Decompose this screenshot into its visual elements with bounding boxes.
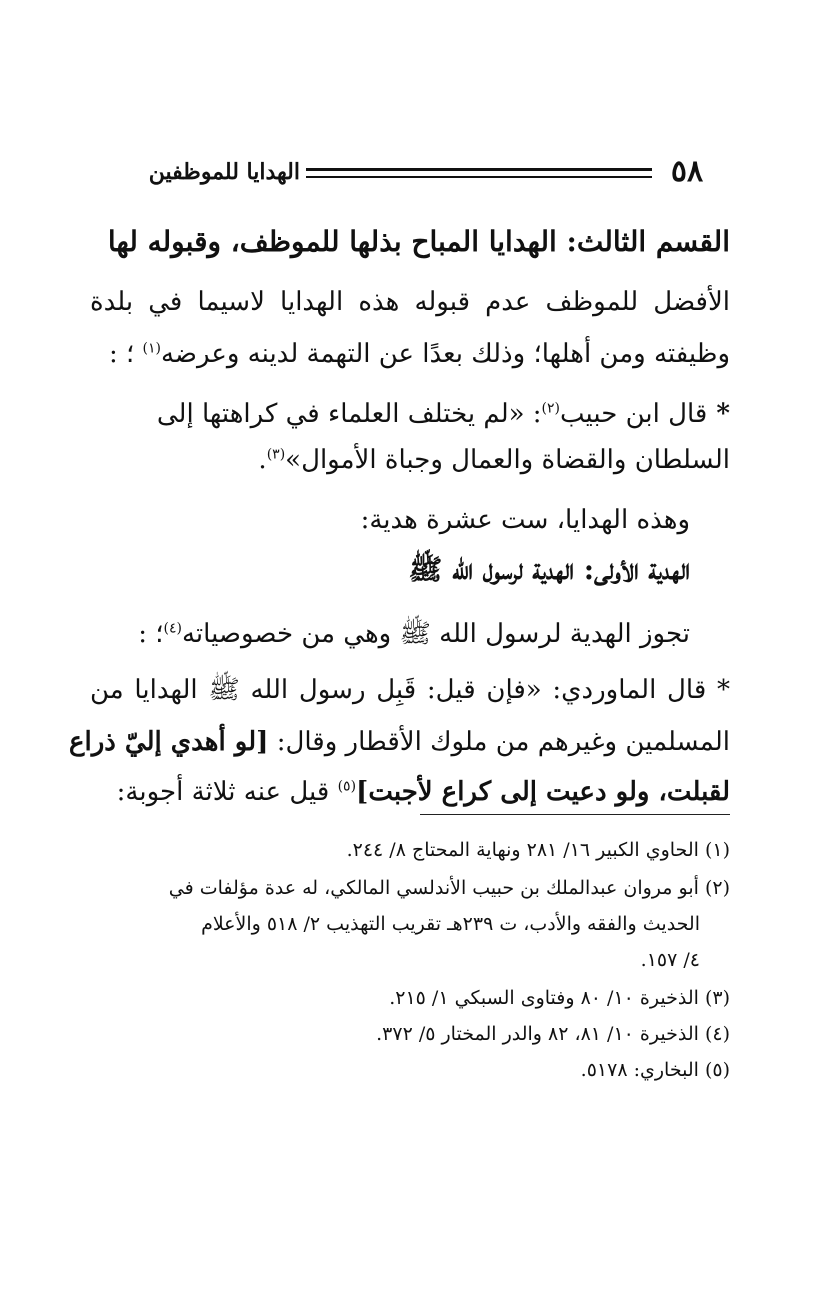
- text-run: المسلمين وغيرهم من ملوك الأقطار وقال:: [268, 727, 730, 757]
- header-rule-thin: [306, 176, 652, 178]
- text-run: تجوز الهدية لرسول الله ﷺ وهي من خصوصياته: [181, 619, 690, 649]
- footnote: [90, 1016, 730, 1052]
- footnote-mark: (٥): [704, 1059, 730, 1081]
- footnote-continuation: الحديث والفقه والأدب، ت ٢٣٩هـ تقريب التهذيب ٢/ ٥١٨ والأعلام: [201, 913, 700, 935]
- count-line: وهذه الهدايا، ست عشرة هدية:: [360, 505, 690, 535]
- footnote: [90, 832, 730, 868]
- footnote-text: الذخيرة ١٠/ ٨١، ٨٢ والدر المختار ٥/ ٣٧٢.: [376, 1023, 699, 1045]
- footnote-ref[interactable]: (٣): [266, 446, 286, 463]
- quote-line: [69, 714, 730, 770]
- page-number: ٥٨: [670, 154, 704, 189]
- section-heading: القسم الثالث: الهدايا المباح بذلها للموظف، وقبوله لها: [107, 225, 730, 258]
- footnote-mark: (١): [704, 839, 730, 861]
- paragraph-line: الأفضل للموظف عدم قبوله هذه الهدايا لاسيما في بلدة: [90, 287, 730, 317]
- footnote-ref[interactable]: (٢): [541, 400, 561, 417]
- paragraph-line: [90, 606, 690, 662]
- footnote-ref[interactable]: (٥): [337, 778, 357, 795]
- quote-line: [90, 432, 730, 488]
- footnote: [90, 1052, 730, 1088]
- running-title: الهدايا للموظفين: [148, 159, 300, 185]
- footnote-text: البخاري: ٥١٧٨.: [580, 1059, 699, 1081]
- footnote-ref[interactable]: (١): [142, 340, 161, 357]
- quote-line: * قال الماوردي: «فإن قيل: قَبِل رسول الله ﷺ الهدايا من: [90, 675, 730, 705]
- footnote-mark: (٤): [704, 1023, 730, 1045]
- footnote-text: الذخيرة ١٠/ ٨٠ وفتاوى السبكي ١/ ٢١٥.: [389, 987, 699, 1009]
- footnote-text: الحاوي الكبير ١٦/ ٢٨١ ونهاية المحتاج ٨/ ٢٤٤.: [346, 839, 699, 861]
- text-run: قال ابن حبيب: [560, 399, 708, 429]
- text-run: السلطان والقضاة والعمال وجباة الأموال»: [285, 445, 730, 475]
- footnote-ref[interactable]: (٤): [163, 620, 182, 637]
- hadith-text: [لو أهدي إليّ ذراع: [69, 727, 269, 757]
- footnote: [90, 870, 730, 906]
- footnote-mark: (٣): [704, 987, 730, 1009]
- footnote-mark: (٢): [704, 877, 730, 899]
- hadith-text: لقبلت، ولو دعيت إلى كراع لأجبت]: [356, 777, 730, 807]
- text-run: .: [258, 445, 267, 475]
- gift-heading: الهدية الأولى: الهدية لرسول الله ﷺ: [408, 553, 690, 586]
- star-marker: *: [707, 399, 730, 429]
- text-run: : «لم يختلف العلماء في كراهتها إلى: [156, 399, 542, 429]
- footnote-text: أبو مروان عبدالملك بن حبيب الأندلسي المالكي، له عدة مؤلفات في: [168, 877, 699, 899]
- quote-line: [90, 764, 730, 820]
- text-run: وظيفته ومن أهلها؛ وذلك بعدًا عن التهمة لدينه وعرضه: [160, 339, 730, 369]
- footnote: [90, 980, 730, 1016]
- paragraph-line: [90, 326, 730, 382]
- text-run: ؛ :: [138, 619, 164, 649]
- text-run: ؛ :: [108, 339, 143, 369]
- footnote-separator: [420, 814, 730, 815]
- header-rule-thick: [306, 168, 652, 171]
- footnote-continuation: ٤/ ١٥٧.: [640, 949, 700, 971]
- text-run: قيل عنه ثلاثة أجوبة:: [116, 777, 338, 807]
